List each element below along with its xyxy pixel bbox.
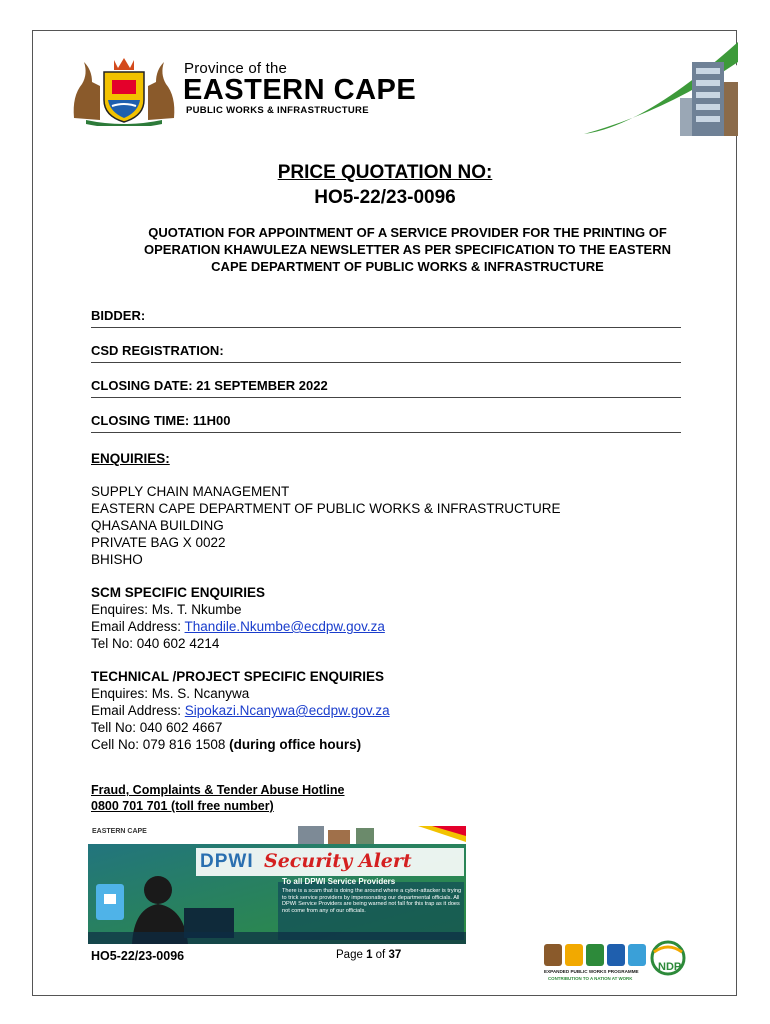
alert-subtitle: To all DPWI Service Providers <box>282 877 396 886</box>
address-line: EASTERN CAPE DEPARTMENT OF PUBLIC WORKS & INFRASTRUCTURE <box>91 501 561 516</box>
address-line: QHASANA BUILDING <box>91 518 224 533</box>
technical-heading: TECHNICAL /PROJECT SPECIFIC ENQUIRIES <box>91 669 385 684</box>
alert-title-a: DPWI <box>200 851 254 872</box>
footer-page-number <box>336 949 401 961</box>
page-of: of <box>372 949 389 961</box>
security-alert-banner <box>88 826 466 944</box>
epwp-line-2: CONTRIBUTION TO A NATION AT WORK <box>548 976 633 981</box>
security-alert-graphic <box>88 826 466 944</box>
address-line: PRIVATE BAG X 0022 <box>91 535 226 550</box>
technical-contact: Enquires: Ms. S. Ncanywa <box>91 686 250 701</box>
scm-contact: Enquires: Ms. T. Nkumbe <box>91 602 242 617</box>
quotation-description: QUOTATION FOR APPOINTMENT OF A SERVICE PROVIDER FOR THE PRINTING OF OPERATION KHAWULEZA NEWSLETTER AS PER SPECIFICATION TO THE EASTERN CAPE DEPARTMENT OF PUBLIC WORKS & INFRASTRUCTURE <box>143 225 671 274</box>
alert-logo-text: EASTERN CAPE <box>92 828 147 835</box>
department-logo <box>66 56 426 126</box>
csd-registration-field: CSD REGISTRATION: <box>91 343 681 363</box>
epwp-line-1: EXPANDED PUBLIC WORKS PROGRAMME <box>544 969 639 974</box>
address-line: SUPPLY CHAIN MANAGEMENT <box>91 484 290 499</box>
logo-department: PUBLIC WORKS & INFRASTRUCTURE <box>186 105 369 116</box>
ndp-text: NDP <box>658 961 682 973</box>
scm-heading: SCM SPECIFIC ENQUIRIES <box>91 585 266 600</box>
technical-email-label: Email Address: <box>91 703 185 718</box>
scm-email-label: Email Address: <box>91 619 185 634</box>
logo-province-line: Province of the <box>184 60 288 77</box>
epwp-ndp-logo <box>540 940 690 986</box>
logo-province-name: EASTERN CAPE <box>183 74 417 106</box>
hotline-title: Fraud, Complaints & Tender Abuse Hotline <box>91 783 345 797</box>
bidder-field: BIDDER: <box>91 308 681 328</box>
page-current: 1 <box>366 949 373 961</box>
page-total: 37 <box>388 949 402 961</box>
coat-of-arms-icon <box>66 56 182 126</box>
hotline-number: 0800 701 701 (toll free number) <box>91 799 274 813</box>
footer-reference: HO5-22/23-0096 <box>91 949 185 963</box>
enquiries-address <box>91 483 691 568</box>
technical-tell: Tell No: 040 602 4667 <box>91 720 223 735</box>
page-prefix: Page <box>336 949 367 961</box>
closing-date-field: CLOSING DATE: 21 SEPTEMBER 2022 <box>91 378 681 398</box>
technical-cell-note: (during office hours) <box>229 737 362 752</box>
fraud-hotline <box>91 782 691 814</box>
technical-email-row <box>91 702 691 719</box>
quotation-number: HO5-22/23-0096 <box>314 187 456 208</box>
scm-tel: Tel No: 040 602 4214 <box>91 636 220 651</box>
technical-email-link[interactable]: Sipokazi.Ncanywa@ecdpw.gov.za <box>184 703 390 718</box>
scm-enquiries <box>91 584 691 652</box>
technical-cell-row <box>91 736 691 753</box>
technical-enquiries <box>91 668 691 753</box>
closing-time-field: CLOSING TIME: 11H00 <box>91 413 681 433</box>
enquiries-heading: ENQUIRIES: <box>91 451 170 466</box>
address-line: BHISHO <box>91 552 143 567</box>
corner-building-graphic <box>584 42 738 136</box>
scm-email-link[interactable]: Thandile.Nkumbe@ecdpw.gov.za <box>184 619 385 634</box>
alert-body: There is a scam that is doing the around where a cyber-attacker is trying to trick service providers by impersonating our departmental officials. All DPWI Service Providers are being warned not fall for this trap as it does not come from any of our officials. <box>282 888 462 914</box>
quotation-title: PRICE QUOTATION NO: <box>277 162 493 183</box>
scm-email-row <box>91 618 691 635</box>
technical-cell: Cell No: 079 816 1508 <box>91 737 230 752</box>
alert-title-b: Security Alert <box>264 850 412 872</box>
